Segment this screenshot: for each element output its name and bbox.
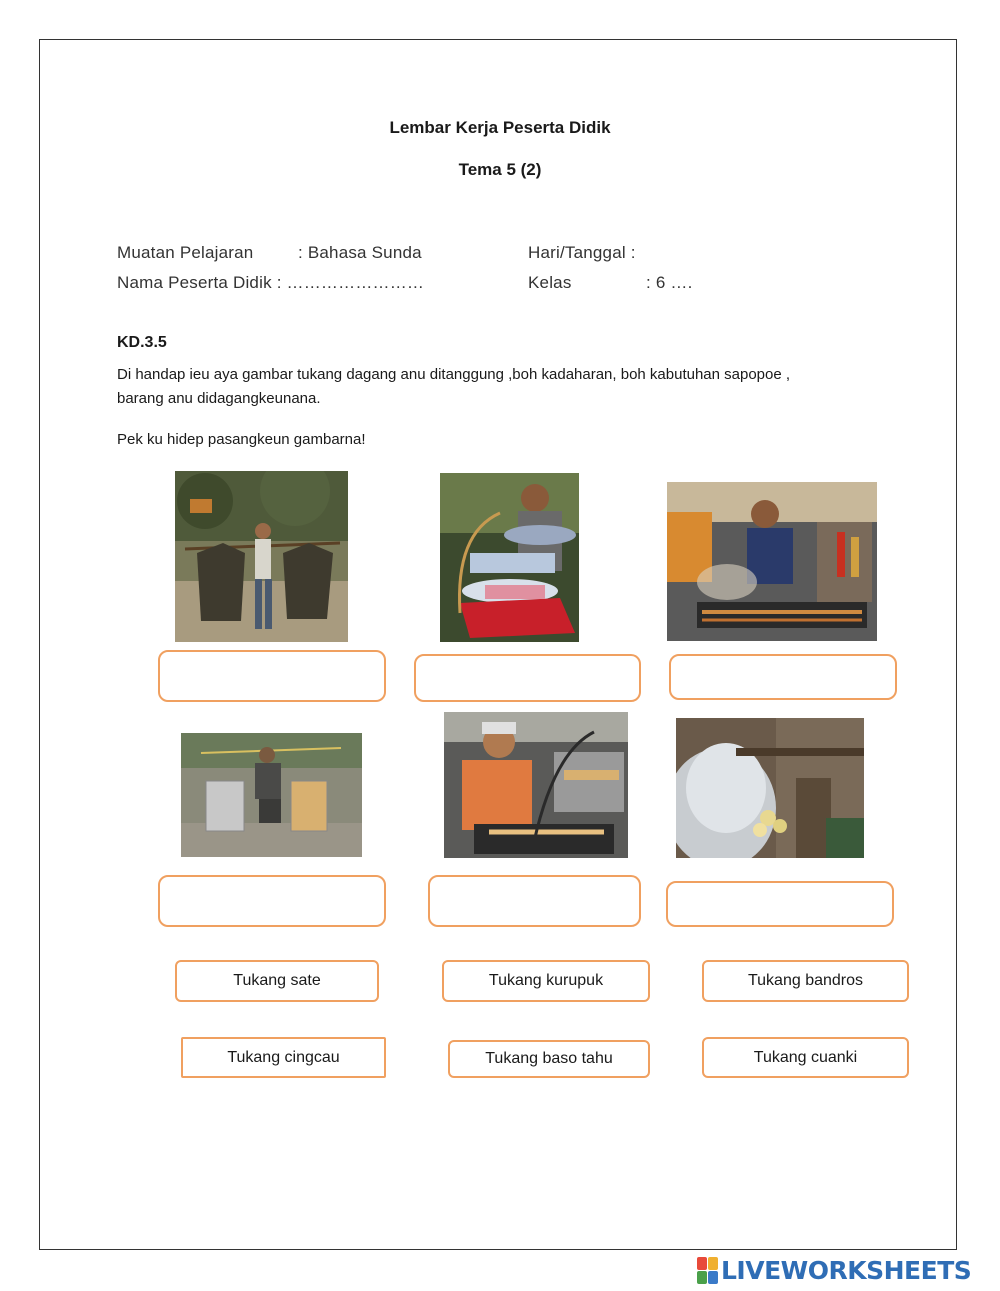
answer-box-3[interactable] — [669, 654, 897, 700]
photo-vendor-sate-grill — [667, 482, 877, 641]
answer-box-2[interactable] — [414, 654, 641, 702]
day-label: Hari/Tanggal : — [528, 243, 636, 262]
class-value: : 6 …. — [646, 273, 693, 292]
worksheet-title: Lembar Kerja Peserta Didik — [389, 118, 611, 137]
photo-vendor-metal-boxes — [181, 733, 362, 857]
answer-box-5[interactable] — [428, 875, 641, 927]
answer-box-1[interactable] — [158, 650, 386, 702]
liveworksheets-brand-text: LIVEWORKSHEETS — [721, 1255, 972, 1285]
answer-box-4[interactable] — [158, 875, 386, 927]
liveworksheets-logo-icon — [697, 1257, 718, 1284]
liveworksheets-logo — [697, 1256, 971, 1284]
choice-tukang-cuanki[interactable]: Tukang cuanki — [702, 1037, 909, 1078]
instruction-line-3: Pek ku hidep pasangkeun gambarna! — [117, 431, 366, 448]
photo-vendor-red-cart — [440, 473, 579, 642]
choice-tukang-kurupuk[interactable]: Tukang kurupuk — [442, 960, 650, 1002]
choice-tukang-sate[interactable]: Tukang sate — [175, 960, 379, 1002]
photo-vendor-baskets — [175, 471, 348, 642]
choice-tukang-baso-tahu[interactable]: Tukang baso tahu — [448, 1040, 650, 1078]
class-label: Kelas — [528, 273, 572, 292]
answer-box-6[interactable] — [666, 881, 894, 927]
choice-tukang-cingcau[interactable]: Tukang cingcau — [181, 1037, 386, 1078]
student-name-label: Nama Peserta Didik : …………………… — [117, 273, 425, 292]
photo-vendor-pot — [676, 718, 864, 858]
photo-vendor-grilling-cart — [444, 712, 628, 858]
choice-tukang-bandros[interactable]: Tukang bandros — [702, 960, 909, 1002]
instruction-line-2: barang anu didagangkeunana. — [117, 390, 321, 407]
kd-code: KD.3.5 — [117, 334, 167, 351]
subject-label: Muatan Pelajaran — [117, 243, 254, 262]
subject-value: : Bahasa Sunda — [298, 243, 422, 262]
instruction-line-1: Di handap ieu aya gambar tukang dagang anu ditanggung ,boh kadaharan, boh kabutuhan sapopoe , — [117, 366, 791, 383]
worksheet-subtitle: Tema 5 (2) — [458, 160, 542, 179]
